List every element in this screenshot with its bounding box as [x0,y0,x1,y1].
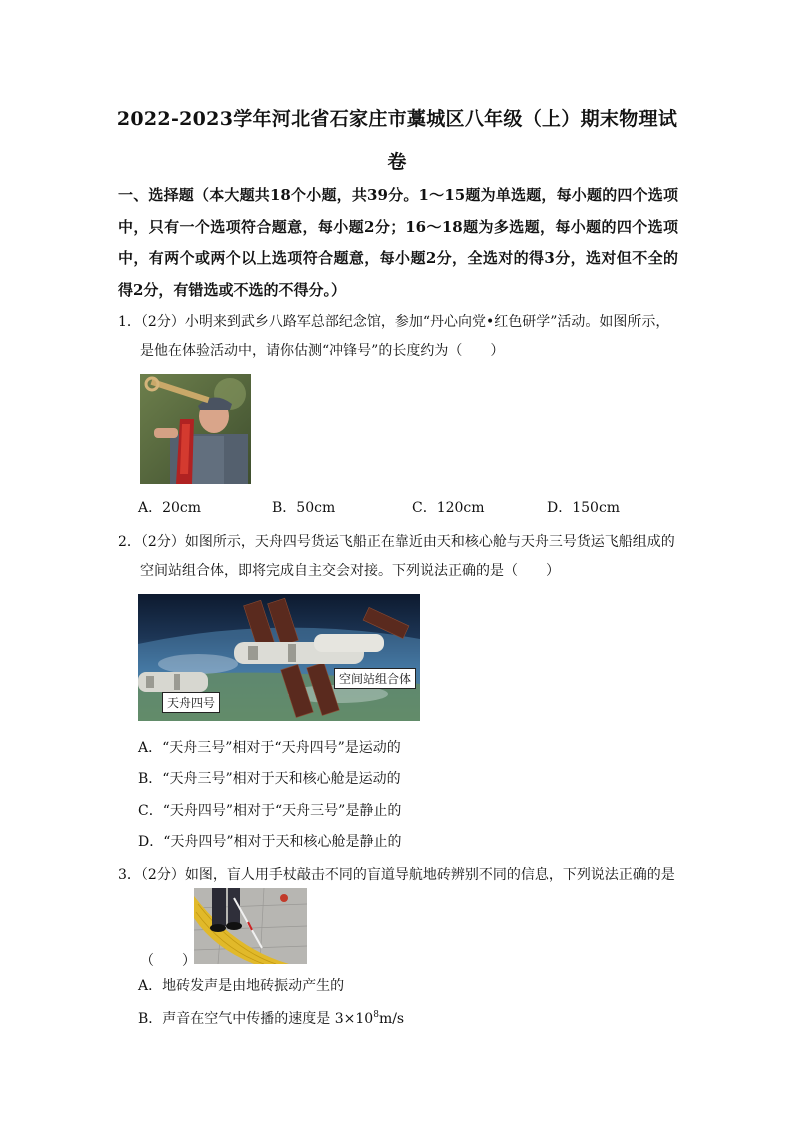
q1-option-c: C．120cm [412,500,485,516]
q2-option-a: A．“天舟三号”相对于“天舟四号”是运动的 [138,740,401,756]
q1-option-b: B．50cm [272,500,336,516]
q1-option-a: A．20cm [138,500,202,516]
bugler-boy-photo [140,374,251,484]
q3-option-b-unit: m/s [378,1011,405,1027]
q2-option-b: B．“天舟三号”相对于天和核心舱是运动的 [138,771,401,787]
q3-option-a: A．地砖发声是由地砖振动产生的 [138,978,345,994]
q3-option-b-text: B．声音在空气中传播的速度是 3×10 [138,1011,374,1027]
question-2 [118,528,678,586]
space-station-photo [138,594,420,721]
question-1 [118,308,678,366]
exam-title-line1: 2022-2023学年河北省石家庄市藁城区八年级（上）期末物理试 [116,108,678,130]
q3-answer-paren: （ ） [140,953,196,969]
question-3-stem: 3．（2分）如图，盲人用手杖敲击不同的盲道导航地砖辨别不同的信息，下列说法正确的是 [118,867,675,883]
q3-option-b [138,1008,404,1028]
question-1-stem: 1．（2分）小明来到武乡八路军总部纪念馆，参加“丹心向党•红色研学”活动。如图所示，是他在体验活动中，请你估测“冲锋号”的长度约为（ ） [118,314,670,359]
question-2-stem: 2．（2分）如图所示，天舟四号货运飞船正在靠近由天和核心舱与天舟三号货运飞船组成的空间站组合体，即将完成自主交会对接。下列说法正确的是（ ） [118,534,675,579]
tianzhou-4-label: 天舟四号 [162,692,220,713]
q2-option-d: D．“天舟四号”相对于天和核心舱是静止的 [138,834,402,850]
question-3 [118,861,678,890]
q2-option-c: C．“天舟四号”相对于“天舟三号”是静止的 [138,803,402,819]
space-station-label: 空间站组合体 [334,668,416,689]
exam-title-line2: 卷 [387,151,407,173]
q3-option-b-exponent: 8 [373,1010,379,1020]
tactile-paving-photo [194,888,307,964]
section-heading: 一、选择题（本大题共18个小题，共39分。1～15题为单选题，每小题的四个选项中，只有一个选项符合题意，每小题2分；16～18题为多选题，每小题的四个选项中，有两个或两个以上选项符合题意，每小题2分，全选对的得3分，选对但不全的得2分，有错选或不选的不得分。） [118,186,678,299]
q1-option-d: D．150cm [547,500,621,516]
